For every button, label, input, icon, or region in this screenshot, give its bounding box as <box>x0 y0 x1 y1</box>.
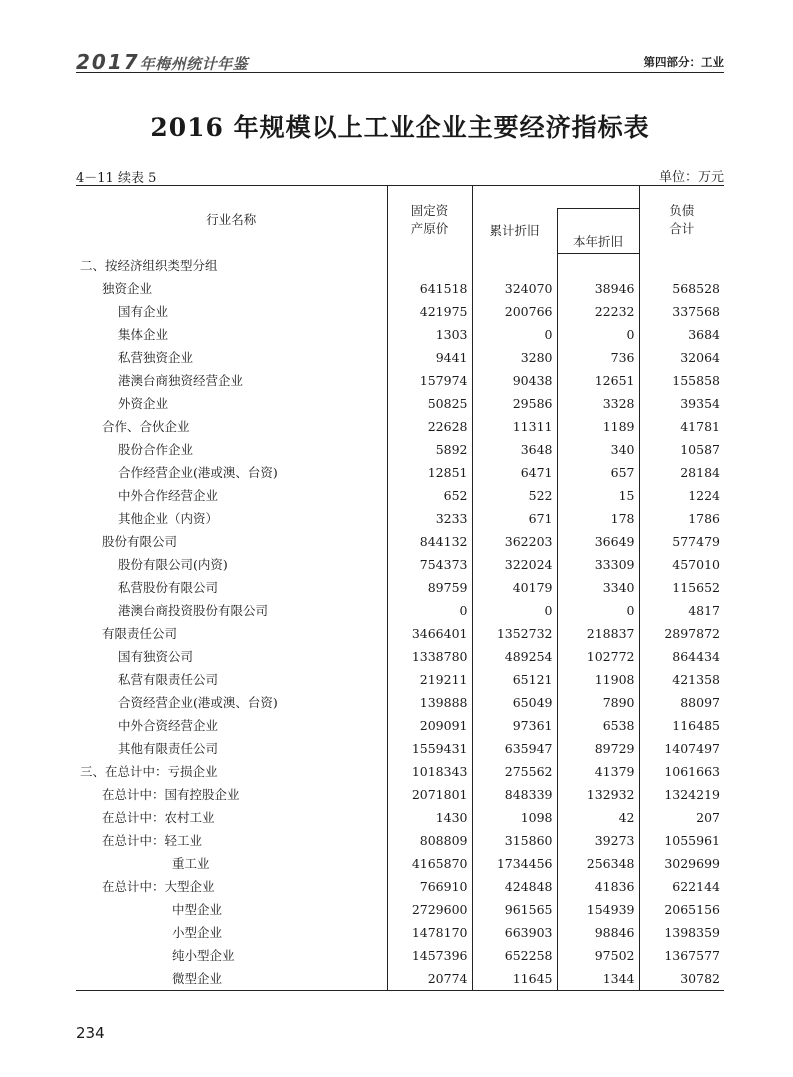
cell-accum-depr: 324070 <box>472 277 557 300</box>
running-header <box>76 48 724 74</box>
col-header-year-depr: 本年折旧 <box>557 231 639 254</box>
table-row <box>76 484 724 507</box>
cell-year-depr: 15 <box>557 484 639 507</box>
cell-debt: 622144 <box>639 875 724 898</box>
indicator-table <box>76 185 724 991</box>
cell-fixed-assets: 1430 <box>387 806 472 829</box>
row-label: 合作、合伙企业 <box>102 419 190 434</box>
row-label: 港澳台商独资经营企业 <box>118 373 244 388</box>
cell-accum-depr: 1098 <box>472 806 557 829</box>
cell-accum-depr: 635947 <box>472 737 557 760</box>
cell-accum-depr: 1734456 <box>472 852 557 875</box>
row-label: 微型企业 <box>76 967 387 991</box>
cell-fixed-assets: 1478170 <box>387 921 472 944</box>
row-label: 港澳台商投资股份有限公司 <box>118 603 269 618</box>
cell-debt: 30782 <box>639 967 724 991</box>
cell-accum-depr: 961565 <box>472 898 557 921</box>
cell-year-depr: 33309 <box>557 553 639 576</box>
cell-debt: 115652 <box>639 576 724 599</box>
cell-accum-depr: 11311 <box>472 415 557 438</box>
row-label: 在总计中：国有控股企业 <box>102 787 240 802</box>
cell-fixed-assets: 652 <box>387 484 472 507</box>
cell-fixed-assets: 1559431 <box>387 737 472 760</box>
cell-year-depr: 3328 <box>557 392 639 415</box>
page-number: 234 <box>76 1024 105 1042</box>
cell-year-depr: 22232 <box>557 300 639 323</box>
cell-fixed-assets: 4165870 <box>387 852 472 875</box>
cell-debt: 1224 <box>639 484 724 507</box>
table-row <box>76 530 724 553</box>
table-row <box>76 300 724 323</box>
cell-debt: 1398359 <box>639 921 724 944</box>
cell-debt: 41781 <box>639 415 724 438</box>
cell-fixed-assets: 754373 <box>387 553 472 576</box>
table-row <box>76 645 724 668</box>
cell-year-depr: 36649 <box>557 530 639 553</box>
cell-year-depr: 41836 <box>557 875 639 898</box>
table-row <box>76 737 724 760</box>
cell-fixed-assets: 5892 <box>387 438 472 461</box>
header-rule <box>76 72 724 73</box>
row-label: 外资企业 <box>118 396 169 411</box>
table-row <box>76 576 724 599</box>
cell-accum-depr: 65121 <box>472 668 557 691</box>
cell-fixed-assets: 641518 <box>387 277 472 300</box>
table-row <box>76 691 724 714</box>
cell-fixed-assets: 421975 <box>387 300 472 323</box>
row-label: 合作经营企业(港或澳、台资) <box>118 465 278 480</box>
cell-fixed-assets: 139888 <box>387 691 472 714</box>
cell-year-depr: 12651 <box>557 369 639 392</box>
table-row <box>76 806 724 829</box>
row-label: 在总计中：农村工业 <box>102 810 215 825</box>
col-header-fixed-assets <box>387 186 472 254</box>
cell-accum-depr: 90438 <box>472 369 557 392</box>
cell-debt: 568528 <box>639 277 724 300</box>
row-label: 二、按经济组织类型分组 <box>80 257 218 273</box>
row-label: 国有企业 <box>118 304 169 319</box>
cell-year-depr: 3340 <box>557 576 639 599</box>
cell-fixed-assets: 209091 <box>387 714 472 737</box>
cell-year-depr: 218837 <box>557 622 639 645</box>
cell-accum-depr: 40179 <box>472 576 557 599</box>
cell-debt: 39354 <box>639 392 724 415</box>
cell-year-depr: 98846 <box>557 921 639 944</box>
cell-debt: 32064 <box>639 346 724 369</box>
col-header-debt-l2: 合计 <box>669 220 695 236</box>
table-row <box>76 944 724 967</box>
cell-debt <box>639 254 724 278</box>
table-row <box>76 277 724 300</box>
cell-fixed-assets: 766910 <box>387 875 472 898</box>
cell-year-depr: 7890 <box>557 691 639 714</box>
row-label: 私营有限责任公司 <box>118 672 219 687</box>
cell-fixed-assets: 219211 <box>387 668 472 691</box>
cell-accum-depr: 671 <box>472 507 557 530</box>
row-label: 中外合作经营企业 <box>118 488 219 503</box>
table-row <box>76 599 724 622</box>
col-header-fixed-assets-l1: 固定资 <box>410 202 449 218</box>
table-row <box>76 461 724 484</box>
row-label: 私营股份有限公司 <box>118 580 219 595</box>
cell-fixed-assets: 0 <box>387 599 472 622</box>
cell-accum-depr: 848339 <box>472 783 557 806</box>
row-label: 股份合作企业 <box>118 442 194 457</box>
unit-label: 单位：万元 <box>658 170 724 185</box>
cell-debt: 4817 <box>639 599 724 622</box>
cell-debt: 3684 <box>639 323 724 346</box>
cell-debt: 421358 <box>639 668 724 691</box>
cell-year-depr: 41379 <box>557 760 639 783</box>
cell-year-depr: 340 <box>557 438 639 461</box>
col-header-accum-depr: 累计折旧 <box>472 209 557 254</box>
cell-accum-depr: 315860 <box>472 829 557 852</box>
row-label: 股份有限公司 <box>102 534 178 549</box>
yearbook-title <box>76 50 248 74</box>
cell-year-depr: 178 <box>557 507 639 530</box>
cell-accum-depr: 489254 <box>472 645 557 668</box>
cell-fixed-assets: 22628 <box>387 415 472 438</box>
page-title: 2016 年规模以上工业企业主要经济指标表 <box>150 113 650 142</box>
table-row <box>76 392 724 415</box>
cell-accum-depr: 275562 <box>472 760 557 783</box>
cell-debt: 1407497 <box>639 737 724 760</box>
cell-debt: 10587 <box>639 438 724 461</box>
table-row <box>76 323 724 346</box>
yearbook-year: 2017 <box>76 50 140 74</box>
cell-accum-depr: 322024 <box>472 553 557 576</box>
table-row <box>76 254 724 278</box>
col-header-fixed-assets-l2: 产原价 <box>410 220 449 236</box>
cell-debt: 864434 <box>639 645 724 668</box>
cell-year-depr: 736 <box>557 346 639 369</box>
row-label: 有限责任公司 <box>102 626 178 641</box>
cell-year-depr: 0 <box>557 599 639 622</box>
table-row <box>76 829 724 852</box>
row-label: 中型企业 <box>172 902 223 917</box>
row-label: 国有独资公司 <box>118 649 194 664</box>
cell-fixed-assets: 3466401 <box>387 622 472 645</box>
col-header-debt <box>639 186 724 254</box>
cell-fixed-assets: 157974 <box>387 369 472 392</box>
cell-accum-depr: 0 <box>472 323 557 346</box>
cell-accum-depr: 663903 <box>472 921 557 944</box>
cell-year-depr: 39273 <box>557 829 639 852</box>
cell-fixed-assets: 3233 <box>387 507 472 530</box>
row-label: 纯小型企业 <box>172 948 235 963</box>
row-label: 在总计中：大型企业 <box>102 879 215 894</box>
cell-year-depr <box>557 254 639 278</box>
row-label: 其他企业（内资） <box>118 511 219 526</box>
cell-fixed-assets: 1018343 <box>387 760 472 783</box>
cell-debt: 2897872 <box>639 622 724 645</box>
cell-year-depr: 42 <box>557 806 639 829</box>
cell-debt: 2065156 <box>639 898 724 921</box>
cell-accum-depr: 652258 <box>472 944 557 967</box>
table-row <box>76 898 724 921</box>
cell-year-depr: 89729 <box>557 737 639 760</box>
cell-fixed-assets: 1457396 <box>387 944 472 967</box>
row-label: 在总计中：轻工业 <box>102 833 203 848</box>
cell-debt: 155858 <box>639 369 724 392</box>
cell-accum-depr: 424848 <box>472 875 557 898</box>
row-label: 小型企业 <box>172 925 223 940</box>
cell-debt: 1786 <box>639 507 724 530</box>
cell-accum-depr: 97361 <box>472 714 557 737</box>
section-label: 第四部分：工业 <box>643 55 724 69</box>
row-label: 独资企业 <box>102 281 153 296</box>
cell-fixed-assets <box>387 254 472 278</box>
cell-accum-depr: 522 <box>472 484 557 507</box>
cell-year-depr: 11908 <box>557 668 639 691</box>
row-label: 合资经营企业(港或澳、台资) <box>118 695 278 710</box>
cell-debt: 3029699 <box>639 852 724 875</box>
cell-fixed-assets: 50825 <box>387 392 472 415</box>
table-row <box>76 852 724 875</box>
cell-fixed-assets: 20774 <box>387 967 472 991</box>
cell-fixed-assets: 1303 <box>387 323 472 346</box>
cell-fixed-assets: 2071801 <box>387 783 472 806</box>
cell-year-depr: 38946 <box>557 277 639 300</box>
table-row <box>76 346 724 369</box>
cell-year-depr: 1189 <box>557 415 639 438</box>
cell-accum-depr: 11645 <box>472 967 557 991</box>
row-label: 集体企业 <box>118 327 169 342</box>
cell-accum-depr: 65049 <box>472 691 557 714</box>
cell-year-depr: 102772 <box>557 645 639 668</box>
cell-year-depr: 97502 <box>557 944 639 967</box>
row-label: 其他有限责任公司 <box>118 741 219 756</box>
cell-accum-depr: 3280 <box>472 346 557 369</box>
cell-fixed-assets: 12851 <box>387 461 472 484</box>
table-row <box>76 415 724 438</box>
table-row <box>76 553 724 576</box>
table-row <box>76 875 724 898</box>
cell-debt: 337568 <box>639 300 724 323</box>
col-header-debt-l1: 负债 <box>669 202 695 218</box>
table-id: 4－11 续表 5 <box>76 171 157 186</box>
cell-fixed-assets: 89759 <box>387 576 472 599</box>
table-row <box>76 369 724 392</box>
cell-accum-depr: 29586 <box>472 392 557 415</box>
cell-debt: 88097 <box>639 691 724 714</box>
table-row <box>76 438 724 461</box>
table-row <box>76 967 724 991</box>
row-label: 三、在总计中：亏损企业 <box>80 764 218 779</box>
cell-fixed-assets: 1338780 <box>387 645 472 668</box>
row-label: 中外合资经营企业 <box>118 718 219 733</box>
cell-fixed-assets: 9441 <box>387 346 472 369</box>
cell-year-depr: 6538 <box>557 714 639 737</box>
yearbook-name: 年梅州统计年鉴 <box>139 55 249 73</box>
cell-debt: 207 <box>639 806 724 829</box>
table-row <box>76 921 724 944</box>
row-label: 股份有限公司(内资) <box>118 557 228 572</box>
cell-fixed-assets: 808809 <box>387 829 472 852</box>
table-row <box>76 507 724 530</box>
table-row <box>76 783 724 806</box>
cell-fixed-assets: 2729600 <box>387 898 472 921</box>
table-row <box>76 622 724 645</box>
cell-year-depr: 132932 <box>557 783 639 806</box>
cell-year-depr: 256348 <box>557 852 639 875</box>
cell-debt: 28184 <box>639 461 724 484</box>
cell-accum-depr: 1352732 <box>472 622 557 645</box>
table-row <box>76 668 724 691</box>
cell-year-depr: 0 <box>557 323 639 346</box>
cell-accum-depr: 3648 <box>472 438 557 461</box>
row-label: 重工业 <box>172 856 210 871</box>
cell-year-depr: 1344 <box>557 967 639 991</box>
table-body <box>76 254 724 991</box>
cell-accum-depr: 200766 <box>472 300 557 323</box>
cell-year-depr: 657 <box>557 461 639 484</box>
col-header-name: 行业名称 <box>76 186 387 254</box>
cell-fixed-assets: 844132 <box>387 530 472 553</box>
cell-accum-depr: 6471 <box>472 461 557 484</box>
table-row <box>76 714 724 737</box>
cell-accum-depr <box>472 254 557 278</box>
cell-accum-depr: 0 <box>472 599 557 622</box>
row-label: 私营独资企业 <box>118 350 194 365</box>
cell-debt: 1324219 <box>639 783 724 806</box>
cell-debt: 457010 <box>639 553 724 576</box>
table-row <box>76 760 724 783</box>
cell-debt: 1061663 <box>639 760 724 783</box>
cell-debt: 1055961 <box>639 829 724 852</box>
cell-accum-depr: 362203 <box>472 530 557 553</box>
cell-year-depr: 154939 <box>557 898 639 921</box>
cell-debt: 577479 <box>639 530 724 553</box>
cell-debt: 1367577 <box>639 944 724 967</box>
cell-debt: 116485 <box>639 714 724 737</box>
